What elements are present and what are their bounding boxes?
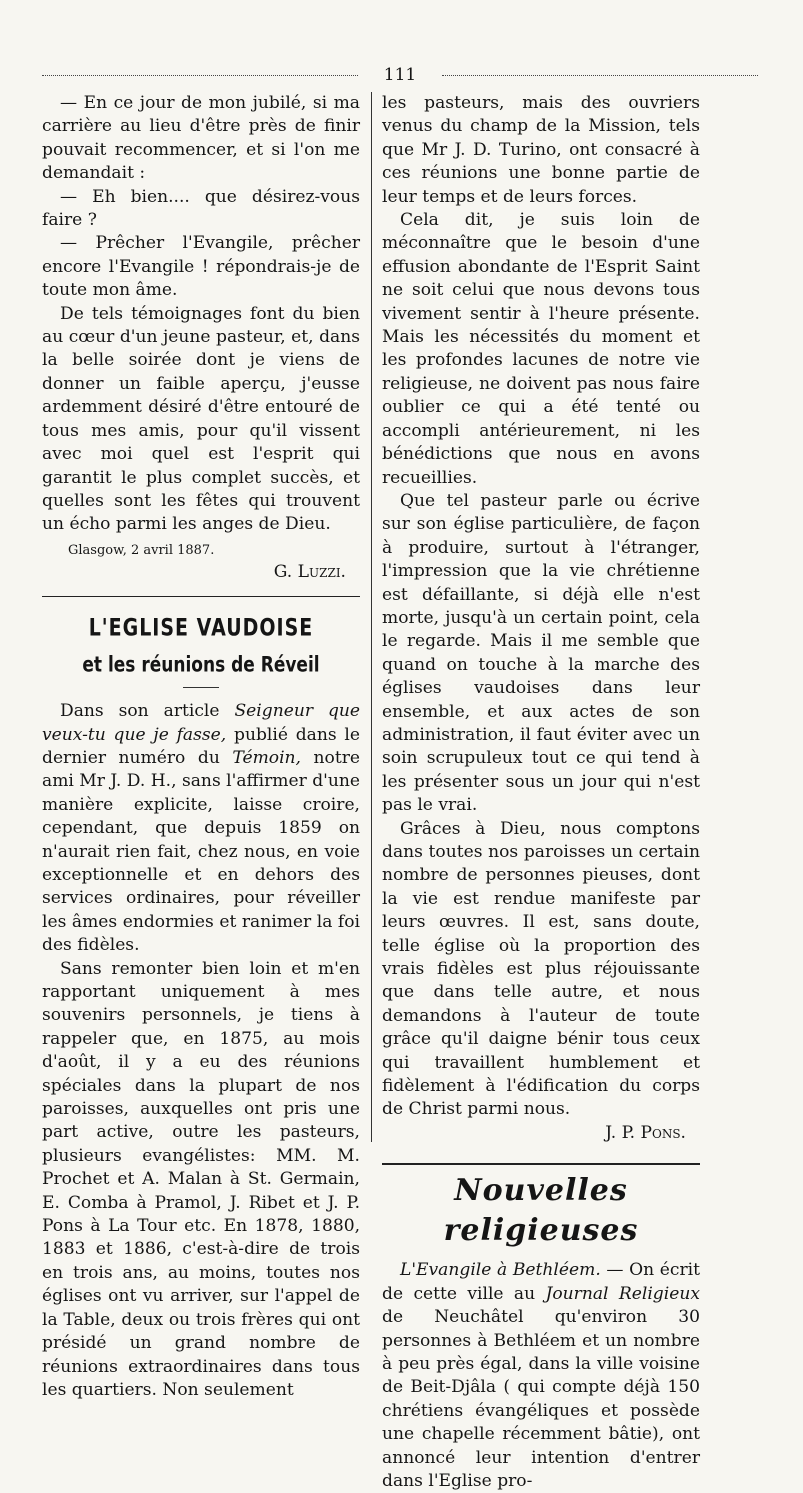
news-separator bbox=[382, 1163, 700, 1165]
intro-paragraph-1: — En ce jour de mon jubilé, si ma carrière au lieu d'être près de finir pouvait recommencer, et si l'on me demandait : bbox=[42, 93, 360, 184]
intro-paragraph-4: De tels témoignages font du bien au cœur d'un jeune pasteur, et, dans la belle soirée dont je viens de donner un faible aperçu, j'eusse ardemment désiré d'être entouré de tous mes amis, pour qu'il vissent avec moi quel est l'esprit qui garantit le plus complet succès, et quelles sont les fêtes qui trouvent un écho parmi les anges de Dieu. bbox=[42, 303, 360, 535]
title-ornament-rule bbox=[183, 687, 219, 688]
signature-pons: J. P. Pons. bbox=[605, 1122, 686, 1143]
news-item-bethleem: L'Evangile à Bethléem. — On écrit de cette ville au Journal Religieux de Neuchâtel qu'environ 30 personnes à Bethléem et un nombre à peu près égal, dans la ville voisine de Beit-Djâla ( qui compte déjà 150 chrétiens évangéliques et possède une chapelle récemment bâtie), ont annoncé leur intention d'entrer dans l'Eglise pro- bbox=[382, 1260, 700, 1491]
place-date: Glasgow, 2 avril 1887. bbox=[68, 542, 215, 558]
article-subtitle: et les réunions de Réveil bbox=[82, 652, 320, 678]
right-column bbox=[382, 92, 700, 1493]
article-paragraph-5: Grâces à Dieu, nous comptons dans toutes nos paroisses un certain nombre de personnes pieuses, dont la vie est rendue manifeste par leurs œuvres. Il est, sans doute, telle église où la proportion des vrais fidèles est plus réjouissante que dans telle autre, et nous demandons à l'auteur de toute grâce qu'il daigne bénir tous ceux qui travaillent humblement et fidèlement à l'édification du corps de Christ parmi nous. bbox=[382, 818, 700, 1120]
article-paragraph-continued: les pasteurs, mais des ouvriers venus du champ de la Mission, tels que Mr J. D. Turino, ont consacré à ces réunions une bonne partie de leur temps et de leurs forces. bbox=[382, 93, 700, 207]
article-paragraph-3: Cela dit, je suis loin de méconnaître que le besoin d'une effusion abondante de l'Esprit Saint ne soit celui que nous devons tous vivement sentir à l'heure présente. Mais les nécessités du moment et les profondes lacunes de notre vie religieuse, ne doivent pas nous faire oublier ce qui a été tenté ou accompli antérieurement, ni les bénédictions que nous en avons recueillies. bbox=[382, 210, 700, 488]
article-title: L'EGLISE VAUDOISE bbox=[88, 614, 314, 642]
article-paragraph-1: Dans son article Seigneur que veux-tu que je fasse, publié dans le dernier numéro du Témoin, notre ami Mr J. D. H., sans l'affirmer d'une manière explicite, laisse croire, cependant, que depuis 1859 on n'aurait rien fait, chez nous, en voie exceptionnelle et en dehors des services ordinaires, pour réveiller les âmes endormies et ranimer la foi des fidèles. bbox=[42, 701, 361, 956]
header-rule-left bbox=[42, 75, 358, 76]
signature-luzzi: G. Luzzi. bbox=[273, 561, 346, 582]
column-divider bbox=[371, 92, 372, 1142]
header-rule-right bbox=[442, 75, 758, 76]
article-paragraph-2: Sans remonter bien loin et m'en rapportant uniquement à mes souvenirs personnels, je tiens à rappeler que, en 1875, au mois d'août, il y a eu des réunions spéciales dans la plupart de nos paroisses, auxquelles ont pris une part active, outre les pasteurs, plusieurs evangélistes: MM. M. Prochet et A. Malan à St. Germain, E. Comba à Pramol, J. Ribet et J. P. Pons à La Tour etc. En 1878, 1880, 1883 et 1886, c'est-à-dire de trois en trois ans, au moins, toutes nos églises ont vu arriver, sur l'appel de la Table, deux ou trois frères qui ont présidé un grand nombre de réunions extraordinaires dans tous les quartiers. Non seulement bbox=[42, 958, 360, 1400]
article-paragraph-4: Que tel pasteur parle ou écrive sur son église particulière, de façon à produire, surtout à l'étranger, l'impression que la vie chrétienne est défaillante, si déjà elle n'est morte, jusqu'à un certain point, cela le regarde. Mais il me semble que quand on touche à la marche des églises vaudoises dans leur ensemble, et aux actes de son administration, il faut éviter avec un soin scrupuleux tout ce qui tend à les présenter sous un jour qui n'est pas le vrai. bbox=[382, 490, 700, 816]
intro-paragraph-3: — Prêcher l'Evangile, prêcher encore l'Evangile ! répondrais-je de toute mon âme. bbox=[42, 233, 360, 301]
news-section-title: Nouvelles religieuses bbox=[443, 1173, 639, 1249]
left-column bbox=[42, 92, 360, 1402]
page-number: 111 bbox=[383, 65, 417, 85]
article-separator bbox=[42, 596, 360, 597]
intro-paragraph-2: — Eh bien.... que désirez-vous faire ? bbox=[42, 186, 360, 231]
page-header bbox=[42, 64, 758, 88]
